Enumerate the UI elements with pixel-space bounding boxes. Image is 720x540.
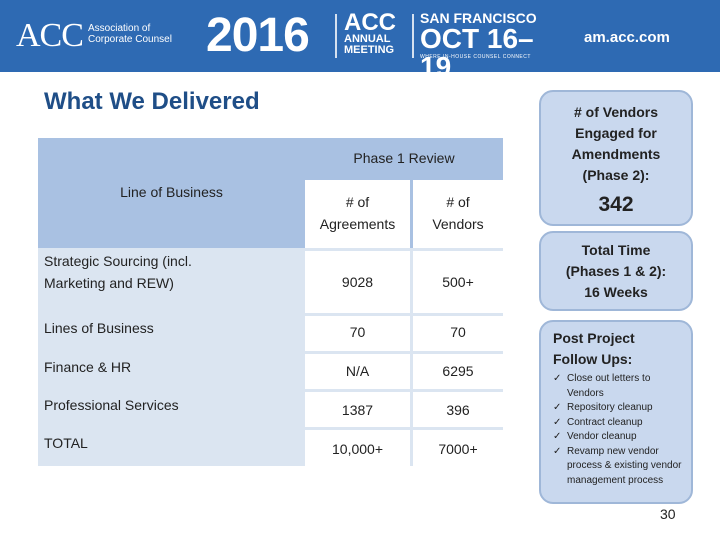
acc-logo bbox=[16, 14, 186, 58]
annual-meeting-logo bbox=[206, 8, 546, 82]
vendors-engaged-label: # of Vendors Engaged for Amendments (Phase 2): bbox=[571, 104, 661, 183]
list-item: ✓ Contract cleanup bbox=[553, 416, 683, 431]
total-time-label: Total Time (Phases 1 & 2): 16 Weeks bbox=[565, 242, 667, 300]
divider bbox=[412, 14, 414, 58]
list-item: ✓ Revamp new vendor process & existing vendor management process bbox=[553, 445, 682, 486]
row-label: Professional Services bbox=[44, 397, 179, 413]
vendors-engaged-value: 342 bbox=[598, 193, 634, 216]
checkmark-icon: ✓ bbox=[553, 431, 562, 442]
row-label: Strategic Sourcing (incl. Marketing and REW) bbox=[44, 253, 192, 291]
vendors-value: 396 bbox=[446, 402, 470, 418]
row-label-total: TOTAL bbox=[44, 435, 88, 451]
column-group-header: Phase 1 Review bbox=[353, 150, 455, 166]
row-label: Finance & HR bbox=[44, 359, 132, 375]
agreements-value: 1387 bbox=[341, 402, 374, 418]
follow-ups-title: Post Project Follow Ups: bbox=[553, 330, 635, 367]
divider bbox=[335, 14, 337, 58]
header-banner bbox=[0, 0, 720, 82]
list-item: ✓ Repository cleanup bbox=[553, 401, 683, 416]
list-item: ✓ Vendor cleanup bbox=[553, 430, 683, 445]
vendors-value: 70 bbox=[450, 324, 466, 340]
list-item: ✓ Close out letters to Vendors bbox=[553, 373, 651, 399]
row-label: Lines of Business bbox=[44, 320, 154, 336]
meeting-tagline: WHERE IN-HOUSE COUNSEL CONNECT bbox=[420, 54, 531, 60]
checkmark-icon: ✓ bbox=[553, 445, 562, 457]
annual-meeting-title: ACC ANNUAL MEETING bbox=[344, 9, 396, 56]
checkmark-icon: ✓ bbox=[553, 402, 562, 413]
column-header-vendors: # of Vendors bbox=[432, 194, 484, 232]
meeting-city: SAN FRANCISCO bbox=[420, 10, 537, 26]
acc-logo-org: Association of Corporate Counsel bbox=[88, 23, 172, 45]
follow-ups-list bbox=[553, 372, 683, 488]
meeting-year: 2016 bbox=[206, 9, 309, 62]
vendors-value: 6295 bbox=[442, 363, 474, 379]
agreements-total: 10,000+ bbox=[332, 441, 383, 457]
checkmark-icon: ✓ bbox=[553, 373, 562, 384]
page-number: 30 bbox=[660, 506, 676, 522]
page-title: What We Delivered bbox=[44, 88, 260, 115]
meeting-dates: OCT 16–19 bbox=[420, 23, 534, 82]
vendors-value: 500+ bbox=[442, 274, 474, 290]
site-url: am.acc.com bbox=[584, 29, 670, 46]
column-header-line-of-business: Line of Business bbox=[120, 184, 223, 200]
vendors-total: 7000+ bbox=[438, 441, 478, 457]
checkmark-icon: ✓ bbox=[553, 416, 562, 428]
column-header-agreements: # of Agreements bbox=[319, 194, 396, 232]
agreements-value: N/A bbox=[345, 363, 370, 379]
acc-logo-mark: ACC bbox=[16, 17, 83, 54]
agreements-value: 70 bbox=[349, 324, 366, 340]
agreements-value: 9028 bbox=[341, 274, 374, 290]
